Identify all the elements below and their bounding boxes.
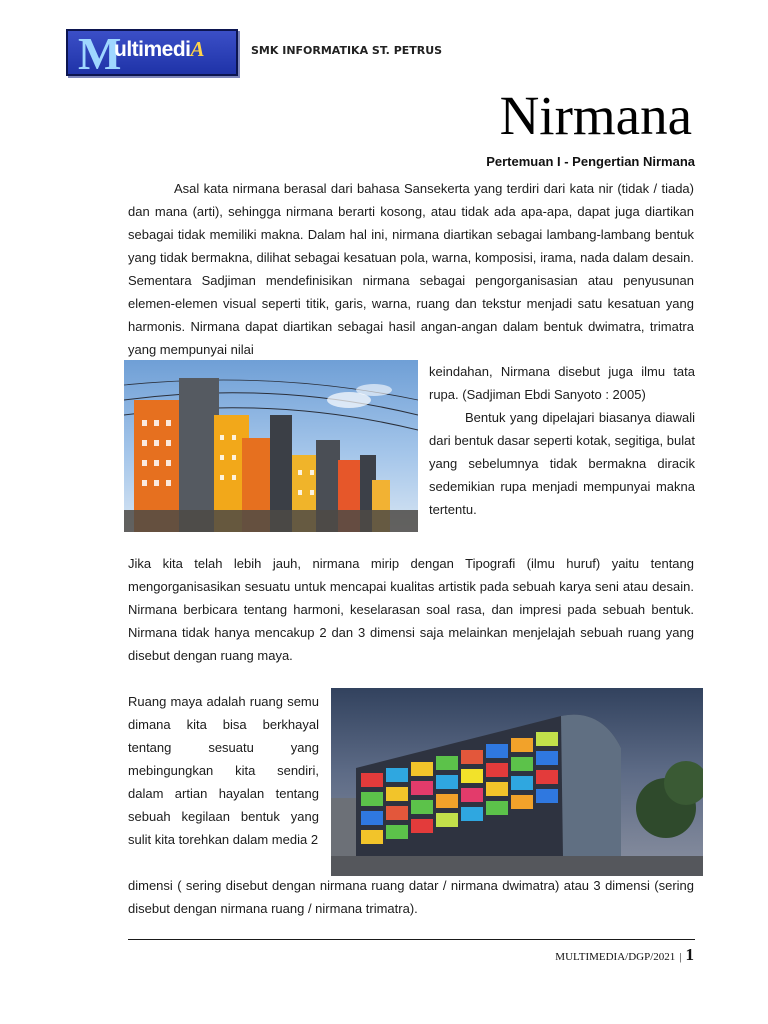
- footer-divider: [128, 939, 695, 940]
- multimedia-logo: [66, 28, 238, 79]
- paragraph-basic-shapes: Bentuk yang dipelajari biasanya diawali dari bentuk dasar seperti kotak, segitiga, bulat yang sebelumnya tidak bermakna diracik sedemikian rupa menjadi mempunyai makna tertentu.: [429, 410, 695, 517]
- paragraph-typography: Jika kita telah lebih jauh, nirmana mirip dengan Tipografi (ilmu huruf) yaitu tentang mengorganisasikan sesuatu untuk mencapai kualitas artistik pada sebuah karya seni atau desain. Nirmana berbicara tentang harmoni, keselarasan soal rasa, dan impresi pada sebuah bentuk. Nirmana tidak hanya mencakup 2 dan 3 dimensi saja melainkan menjelajah sebuah ruang yang disebut dengan ruang maya.: [128, 556, 694, 663]
- school-name: SMK INFORMATIKA ST. PETRUS: [251, 44, 443, 57]
- paragraph-virtual-space: Ruang maya adalah ruang semu dimana kita bisa berkhayal tentang sesuatu yang mebingungkan kita sendiri, dalam artian hayalan tentang sebuah kegilaan bentuk yang sulit kita torehkan dalam media 2: [128, 694, 319, 847]
- colorful-building-illustration: [331, 688, 703, 876]
- page-title: Nirmana: [499, 85, 692, 146]
- apartment-photo: [124, 360, 418, 532]
- paragraph-definition-continued: keindahan, Nirmana disebut juga ilmu tata rupa. (Sadjiman Ebdi Sanyoto : 2005): [429, 364, 695, 402]
- page-number: 1: [685, 945, 694, 964]
- colorful-building-photo: [331, 688, 703, 876]
- logo-wordmark-tail: A: [190, 37, 205, 61]
- page-subtitle: Pertemuan I - Pengertian Nirmana: [486, 154, 695, 169]
- apartment-illustration: [124, 360, 418, 532]
- logo-wordmark-main: ultimedi: [114, 38, 191, 61]
- paragraph-dimensions: dimensi ( sering disebut dengan nirmana ruang datar / nirmana dwimatra) atau 3 dimensi (sering disebut dengan nirmana ruang / nirmana trimatra).: [128, 878, 694, 916]
- paragraph-definition: Asal kata nirmana berasal dari bahasa Sansekerta yang terdiri dari kata nir (tidak / tiada) dan mana (arti), sehingga nirmana berarti kosong, atau tidak ada apa-apa, dapat juga diartikan sebagai tidak memiliki makna. Dalam hal ini, nirmana diartikan sebagai lambang-lambang bentuk yang tidak bermakna, dilihat sebagai kesatuan pola, warna, komposisi, irama, nada dalam desain. Sementara Sadjiman mendefinisikan nirmana sebagai pengorganisasian atau penyusunan elemen-elemen visual seperti titik, garis, warna, ruang dan tekstur menjadi satu kesatuan yang harmonis. Nirmana dapat diartikan sebagai hasil angan-angan dalam bentuk dwimatra, trimatra yang mempunyai nilai: [128, 181, 694, 357]
- footer-separator: |: [679, 951, 682, 963]
- footer-text: MULTIMEDIA/DGP/2021: [555, 951, 676, 963]
- logo-wordmark: [114, 37, 204, 62]
- page-footer: [555, 945, 694, 965]
- logo-letter-m: M: [78, 28, 120, 79]
